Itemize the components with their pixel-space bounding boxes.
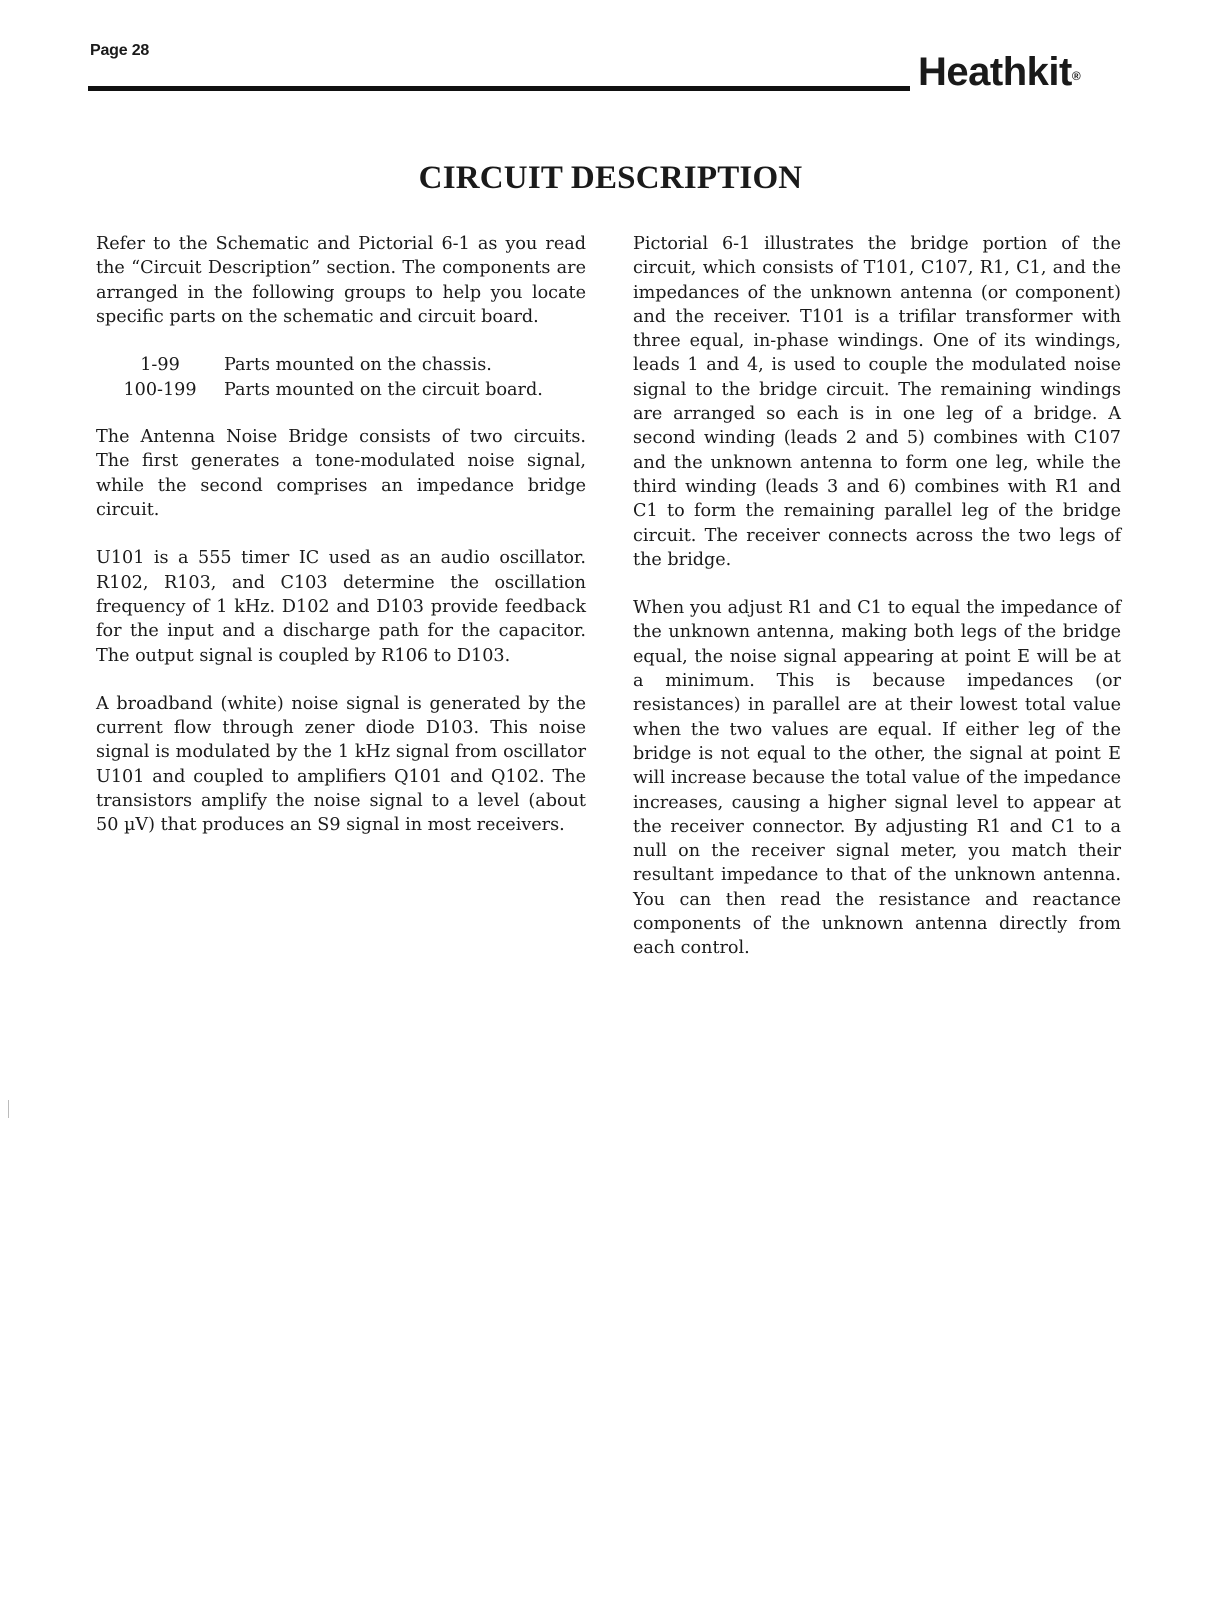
- registered-mark: ®: [1071, 69, 1081, 83]
- part-group-range: 100-199: [123, 380, 197, 401]
- body-paragraph: When you adjust R1 and C1 to equal the impedance of the unknown antenna, making both legs of the bridge equal, the noise signal appearing at point E will be at a minimum. This is because impedances (or resistances) in parallel are at their lowest total value when the two values are equal. If either leg of the bridge is not equal to the other, the signal at point E will increase because the total value of the impedance increases, causing a higher signal level to appear at the receiver connector. By adjusting R1 and C1 to a null on the receiver signal meter, you match their resultant impedance to that of the unknown antenna. You can then read the resistance and reactance components of the unknown antenna directly from each control.: [633, 598, 1121, 959]
- left-column: [96, 232, 586, 862]
- part-group-row: [96, 378, 586, 403]
- page-number: Page 28: [90, 42, 150, 59]
- intro-paragraph: Refer to the Schematic and Pictorial 6-1 as you read the “Circuit Description” section. The components are arranged in the following groups to help you locate specific parts on the schematic and circuit board.: [96, 234, 586, 327]
- part-group-description: Parts mounted on the circuit board.: [224, 380, 543, 401]
- body-paragraph: U101 is a 555 timer IC used as an audio oscillator. R102, R103, and C103 determine the oscillation frequency of 1 kHz. D102 and D103 provide feedback for the input and a discharge path for the capacitor. The output signal is coupled by R106 to D103.: [96, 548, 586, 666]
- part-groups: [96, 353, 586, 403]
- page-title: CIRCUIT DESCRIPTION: [418, 160, 803, 196]
- part-group-row: [96, 353, 586, 378]
- brand-logo: [918, 50, 1080, 94]
- body-paragraph: The Antenna Noise Bridge consists of two circuits. The first generates a tone-modulated noise signal, while the second comprises an impedance bridge circuit.: [96, 427, 586, 521]
- body-paragraph: Pictorial 6-1 illustrates the bridge portion of the circuit, which consists of T101, C107, R1, C1, and the impedances of the unknown antenna (or component) and the receiver. T101 is a trifilar transformer with three equal, in-phase windings. One of its windings, leads 1 and 4, is used to couple the modulated noise signal to the bridge circuit. The remaining windings are arranged so each is in one leg of a bridge. A second winding (leads 2 and 5) combines with C107 and the unknown antenna to form one leg, while the third winding (leads 3 and 6) combines with R1 and C1 to form the remaining parallel leg of the bridge circuit. The receiver connects across the two legs of the bridge.: [633, 234, 1121, 570]
- part-group-description: Parts mounted on the chassis.: [224, 355, 492, 376]
- scan-margin-mark: [8, 1100, 9, 1118]
- part-group-range: 1-99: [140, 355, 180, 376]
- brand-name: Heathkit: [918, 50, 1072, 94]
- right-column: [633, 232, 1121, 985]
- body-paragraph: A broadband (white) noise signal is generated by the current flow through zener diode D103. This noise signal is modulated by the 1 kHz signal from oscillator U101 and coupled to amplifiers Q101 and Q102. The transistors amplify the noise signal to a level (about 50 µV) that produces an S9 signal in most receivers.: [96, 693, 586, 836]
- header-rule: [88, 86, 910, 91]
